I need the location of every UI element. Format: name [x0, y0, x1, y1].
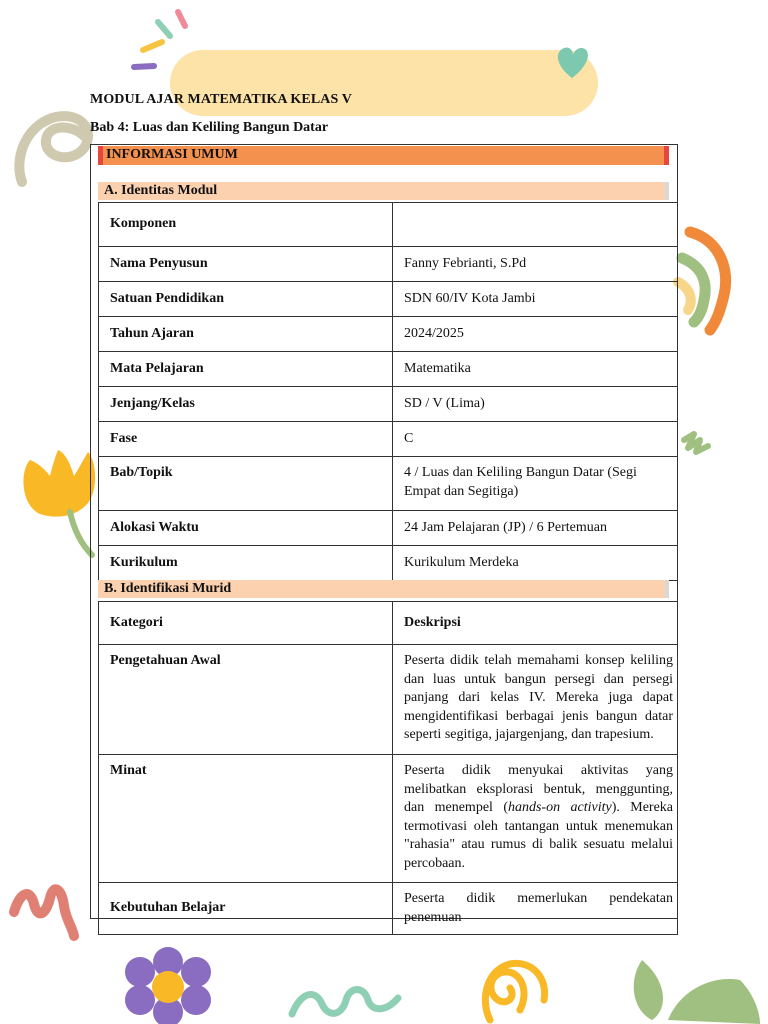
- row-label: Pengetahuan Awal: [99, 645, 393, 755]
- row-label: Mata Pelajaran: [99, 352, 393, 387]
- row-value: SDN 60/IV Kota Jambi: [393, 282, 678, 317]
- table-row: [99, 546, 678, 581]
- table-row: [99, 247, 678, 282]
- identifikasi-murid-table: [98, 601, 678, 935]
- table-header-row: [99, 203, 678, 247]
- row-label: Kebutuhan Belajar: [99, 883, 393, 935]
- row-value: SD / V (Lima): [393, 387, 678, 422]
- row-value: Peserta didik memerlukan pendekatan penemuan: [393, 883, 678, 935]
- table-row: [99, 883, 678, 935]
- swirl-icon: [19, 116, 88, 182]
- row-value: Peserta didik telah memahami konsep keliling dan luas untuk bangun persegi dan persegi panjang dari kelas IV. Mereka juga dapat mengidentifikasi berbagai jenis bangun datar seperti segitiga, jajargenjang, dan trapesium.: [393, 645, 678, 755]
- row-label: Alokasi Waktu: [99, 511, 393, 546]
- row-label: Nama Penyusun: [99, 247, 393, 282]
- row-value: Fanny Febrianti, S.Pd: [393, 247, 678, 282]
- row-value: C: [393, 422, 678, 457]
- table-row: [99, 457, 678, 511]
- row-label: Satuan Pendidikan: [99, 282, 393, 317]
- row-label: Kurikulum: [99, 546, 393, 581]
- table-row: [99, 282, 678, 317]
- row-value: Kurikulum Merdeka: [393, 546, 678, 581]
- header-komponen: Komponen: [99, 203, 393, 247]
- table-row: [99, 422, 678, 457]
- row-value: 4 / Luas dan Keliling Bangun Datar (Segi Empat dan Segitiga): [393, 457, 678, 511]
- header-kategori: Kategori: [99, 602, 393, 645]
- row-label: Minat: [99, 755, 393, 883]
- table-row: [99, 387, 678, 422]
- minat-text-after: ). Mereka termotivasi oleh tantangan untuk menemukan "rahasia" atau rumus di balik sesuatu melalui percobaan.: [404, 800, 674, 871]
- header-deskripsi: Deskripsi: [393, 602, 678, 645]
- spiral-icon: [491, 972, 524, 1010]
- table-row: [99, 755, 678, 883]
- table-row: [99, 645, 678, 755]
- document-subtitle: Bab 4: Luas dan Keliling Bangun Datar: [90, 120, 329, 135]
- table-row: [99, 352, 678, 387]
- row-value: [393, 755, 678, 883]
- table-row: [99, 317, 678, 352]
- identitas-modul-table: [98, 202, 678, 581]
- row-value: 24 Jam Pelajaran (JP) / 6 Pertemuan: [393, 511, 678, 546]
- table-header-row: [99, 602, 678, 645]
- minat-text-before: Peserta didik menyukai aktivitas yang melibatkan eksplorasi bentuk, menggunting, dan menempel (: [404, 763, 673, 815]
- info-umum-bar: INFORMASI UMUM: [98, 146, 669, 165]
- row-label: Fase: [99, 422, 393, 457]
- row-label: Bab/Topik: [99, 457, 393, 511]
- row-value: 2024/2025: [393, 317, 678, 352]
- tulip-icon: [23, 450, 95, 517]
- document-title: MODUL AJAR MATEMATIKA KELAS V: [90, 92, 352, 107]
- leaf-icon: [634, 960, 663, 1020]
- row-label: Tahun Ajaran: [99, 317, 393, 352]
- row-value: Matematika: [393, 352, 678, 387]
- flower-icon: [125, 947, 211, 1024]
- section-b-heading: B. Identifikasi Murid: [98, 580, 669, 598]
- section-a-heading: A. Identitas Modul: [98, 182, 669, 200]
- table-row: [99, 511, 678, 546]
- minat-text-italic: hands-on activity: [507, 800, 612, 815]
- header-value: [393, 203, 678, 247]
- row-label: Jenjang/Kelas: [99, 387, 393, 422]
